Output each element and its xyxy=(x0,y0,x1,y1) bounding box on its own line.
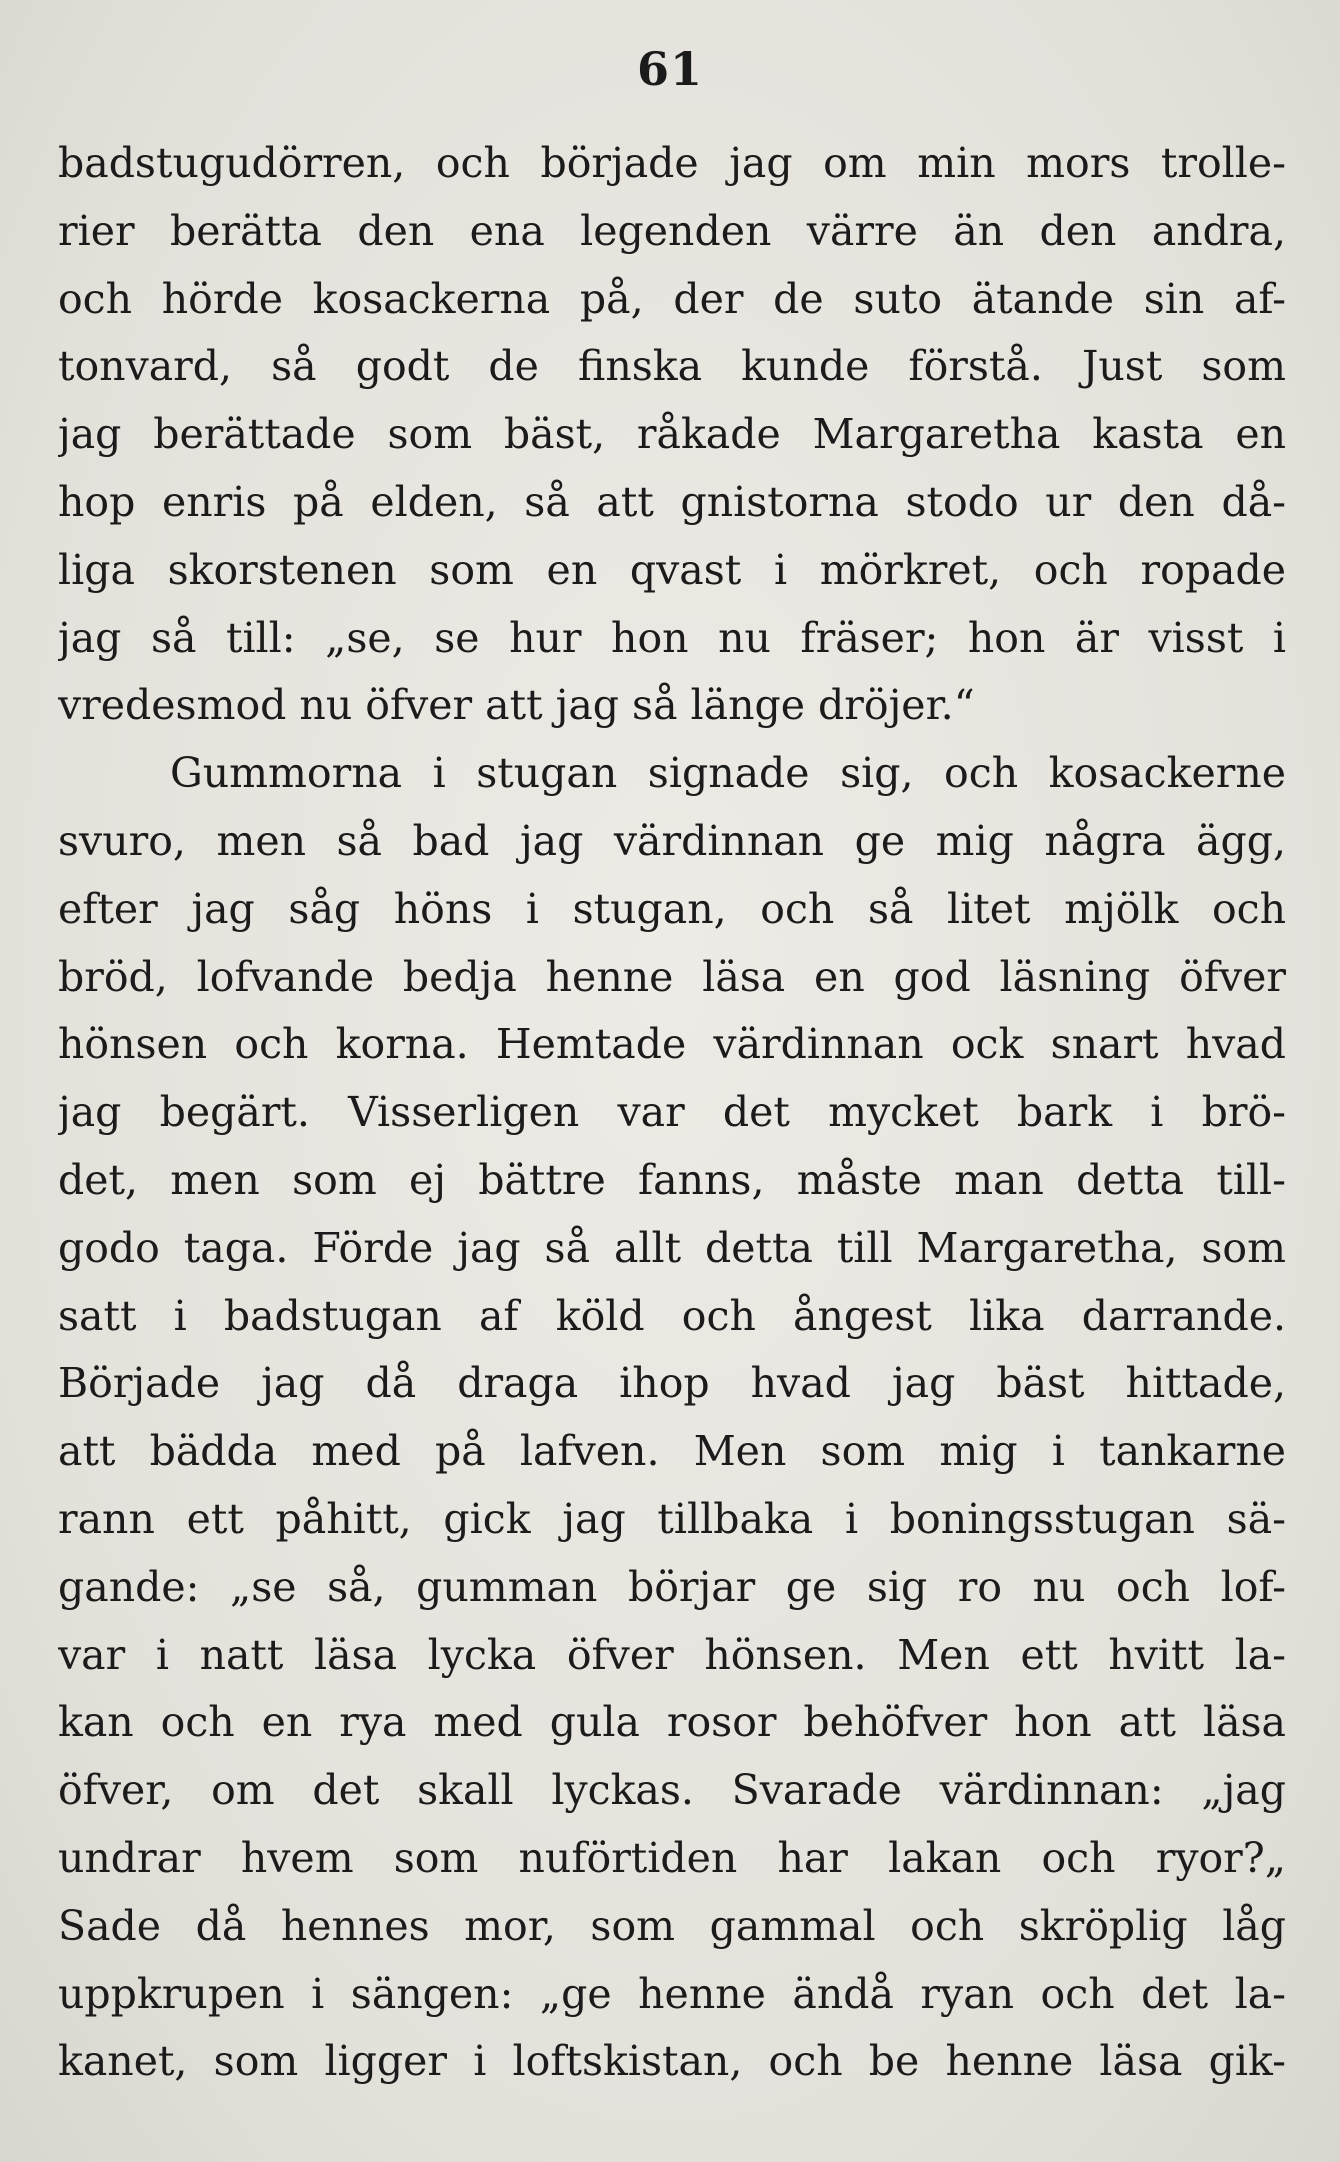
text-line: tonvard, så godt de finska kunde förstå. Just som xyxy=(58,342,1286,391)
text-line: liga skorstenen som en qvast i mörkret, och ropade xyxy=(58,545,1286,594)
text-line: rier berätta den ena legenden värre än den andra, xyxy=(58,206,1286,255)
text-line: öfver, om det skall lyckas. Svarade värdinnan: „jag xyxy=(58,1766,1286,1815)
text-line: uppkrupen i sängen: „ge henne ändå ryan och det la- xyxy=(58,1969,1286,2018)
text-line: var i natt läsa lycka öfver hönsen. Men ett hvitt la- xyxy=(58,1630,1286,1679)
text-line: jag begärt. Visserligen var det mycket bark i brö- xyxy=(58,1088,1286,1137)
text-line: satt i badstugan af köld och ångest lika darrande. xyxy=(58,1291,1286,1340)
text-line: kanet, som ligger i loftskistan, och be henne läsa gik- xyxy=(58,2037,1286,2086)
text-line: det, men som ej bättre fanns, måste man detta till- xyxy=(58,1155,1286,1204)
body-text xyxy=(58,130,1286,2096)
text-line: Sade då hennes mor, som gammal och skröplig låg xyxy=(58,1901,1286,1950)
text-line: badstugudörren, och började jag om min mors trolle- xyxy=(58,139,1286,187)
text-line: undrar hvem som nuförtiden har lakan och ryor?„ xyxy=(58,1833,1286,1882)
text-line: rann ett påhitt, gick jag tillbaka i boningsstugan sä- xyxy=(58,1494,1286,1543)
text-line: hop enris på elden, så att gnistorna stodo ur den då- xyxy=(58,477,1286,526)
text-line: vredesmod nu öfver att jag så länge dröjer.“ xyxy=(58,681,975,730)
text-line: efter jag såg höns i stugan, och så litet mjölk och xyxy=(58,884,1286,933)
text-line: kan och en rya med gula rosor behöfver hon att läsa xyxy=(58,1698,1286,1747)
page-number: 61 xyxy=(636,42,703,96)
text-line: svuro, men så bad jag värdinnan ge mig några ägg, xyxy=(58,816,1286,865)
text-line: godo taga. Förde jag så allt detta till Margaretha, som xyxy=(58,1223,1286,1272)
text-line: hönsen och korna. Hemtade värdinnan ock snart hvad xyxy=(58,1020,1286,1069)
text-line: Började jag då draga ihop hvad jag bäst hittade, xyxy=(58,1359,1286,1408)
text-line: bröd, lofvande bedja henne läsa en god läsning öfver xyxy=(58,952,1286,1001)
text-line: och hörde kosackerna på, der de suto ätande sin af- xyxy=(58,274,1286,323)
text-line: jag så till: „se, se hur hon nu fräser; hon är visst i xyxy=(58,613,1286,662)
text-line: att bädda med på lafven. Men som mig i tankarne xyxy=(58,1427,1286,1476)
text-line: jag berättade som bäst, råkade Margaretha kasta en xyxy=(58,410,1286,459)
text-line: Gummorna i stugan signade sig, och kosackerne xyxy=(170,749,1286,798)
text-line: gande: „se så, gumman börjar ge sig ro nu och lof- xyxy=(58,1562,1286,1611)
